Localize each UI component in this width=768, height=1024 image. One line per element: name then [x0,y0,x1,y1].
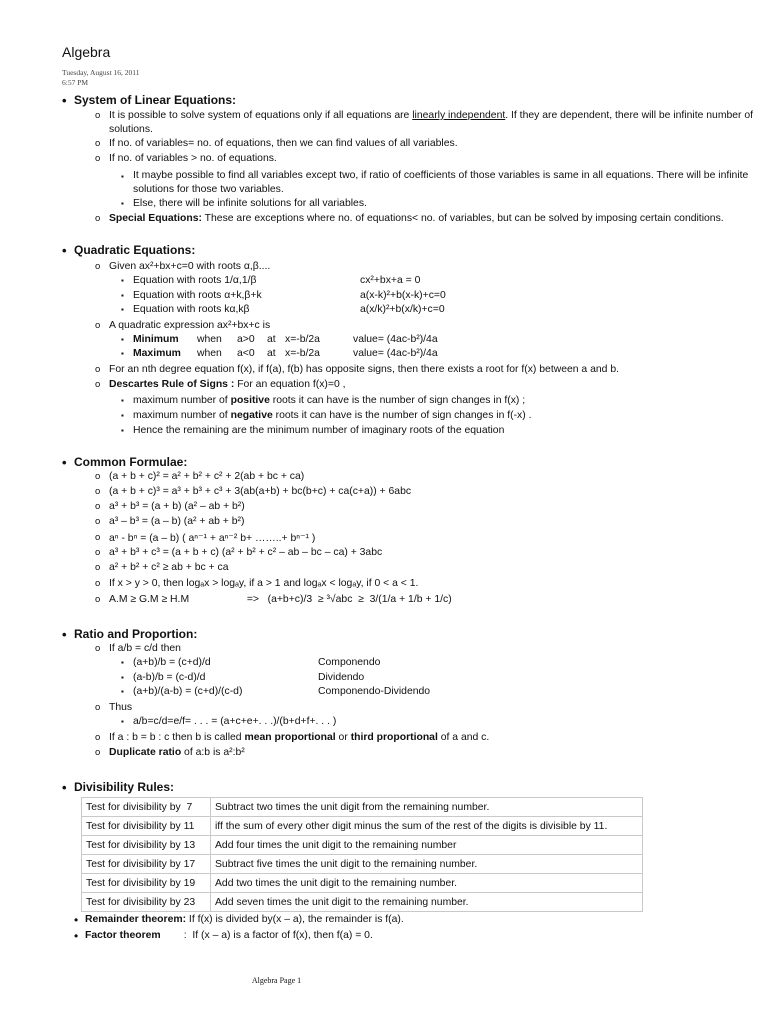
formula-item: o A.M ≥ G.M ≥ H.M => (a+b+c)/3 ≥ ³√abc ≥ 3/(1/a + 1/b + 1/c) [109,594,452,605]
maximum-at: at [267,348,276,359]
linear-item-1 [109,109,759,137]
remainder-theorem [85,914,404,925]
ratio-row-2: ▪ (a-b)/b = (c-d)/d [133,672,205,683]
linear-item-1-text-b: . If they are dependent, there will be infinite number of solutions. [109,110,754,135]
descartes-imaginary: ▪ Hence the remaining are the minimum number of imaginary roots of the equation [133,425,504,436]
ratio-row-1: ▪ (a+b)/b = (c+d)/d [133,657,211,668]
minimum-condition: a>0 [237,334,255,345]
minimum-label: ▪ Minimum [133,334,179,345]
quadratic-roots-eq-3: a(x/k)²+b(x/k)+c=0 [360,304,445,315]
section-heading-ratio: • Ratio and Proportion: [74,627,197,641]
descartes-positive [133,395,525,406]
duplicate-ratio-item [109,747,245,758]
maximum-value: value= (4ac-b²)/4a [353,348,438,359]
quadratic-given: o Given ax²+bx+c=0 with roots α,β.... [109,261,270,272]
quadratic-roots-row-2: ▪ Equation with roots α+k,β+k [133,290,262,301]
quadratic-roots-row-1: ▪ Equation with roots 1/α,1/β [133,275,256,286]
divisibility-rule: Add four times the unit digit to the remaining number [211,836,643,855]
remainder-theorem-label: Remainder theorem: [85,914,187,925]
divisibility-rule: iff the sum of every other digit minus the sum of the rest of the digits is divisible by 11. [211,817,643,836]
table-row [82,817,643,836]
ratio-if: o If a/b = c/d then [109,643,181,654]
ratio-thus: o Thus [109,702,132,713]
maximum-condition: a<0 [237,348,255,359]
maximum-x: x=-b/2a [285,348,320,359]
nth-degree-rule: o For an nth degree equation f(x), if f(a), f(b) has opposite signs, then there exists a root for f(x) between a and b. [109,364,619,375]
divisibility-table [81,797,643,912]
linear-item-1-text-a: It is possible to solve system of equations only if all equations are [109,110,413,121]
table-row [82,798,643,817]
linear-independent-term: linearly independent [412,110,506,121]
linear-item-4 [109,213,724,224]
formula-item: o a² + b² + c² ≥ ab + bc + ca [109,562,228,573]
divisibility-test: Test for divisibility by 19 [82,874,211,893]
maximum-label: ▪ Maximum [133,348,181,359]
formula-item: o a³ + b³ = (a + b) (a² – ab + b²) [109,501,245,512]
mean-text-a: If a : b = b : c then b is called [109,732,245,743]
ratio-name-2: Dividendo [318,672,365,683]
ratio-name-1: Componendo [318,657,381,668]
divisibility-test: Test for divisibility by 7 [82,798,211,817]
factor-theorem [85,930,373,941]
descartes-text: For an equation f(x)=0 , [234,379,346,390]
mean-proportional-term: mean proportional [244,732,336,743]
ratio-row-3: ▪ (a+b)/(a-b) = (c+d)/(c-d) [133,686,242,697]
duplicate-ratio-term: Duplicate ratio [109,747,182,758]
divisibility-rule: Add two times the unit digit to the remaining number. [211,874,643,893]
table-row [82,893,643,912]
factor-theorem-text: : If (x – a) is a factor of f(x), then f(a) = 0. [160,930,373,941]
linear-subitem-2: ▪ Else, there will be infinite solutions for all variables. [133,198,367,209]
quadratic-expression: o A quadratic expression ax²+bx+c is [109,320,270,331]
divisibility-test: Test for divisibility by 11 [82,817,211,836]
divisibility-rule: Subtract two times the unit digit from the remaining number. [211,798,643,817]
descartes-label: Descartes Rule of Signs : [109,379,235,390]
section-heading-formulae: • Common Formulae: [74,455,187,469]
table-row [82,836,643,855]
linear-subitem-1: ▪ It maybe possible to find all variables except two, if ratio of coefficients of those variables is same in all equations. There will be infinite solutions for those two variables. [133,169,761,197]
ratio-thus-item: ▪ a/b=c/d=e/f= . . . = (a+c+e+. . .)/(b+d+f+. . . ) [133,716,336,727]
divisibility-test: Test for divisibility by 13 [82,836,211,855]
page-title: Algebra [62,44,111,60]
mean-text-c: or [335,732,351,743]
descartes-negative-b: negative [230,410,273,421]
linear-item-3: o If no. of variables > no. of equations. [109,153,277,164]
special-equations-text: These are exceptions where no. of equations< no. of variables, but can be solved by imposing certain conditions. [201,213,724,224]
quadratic-roots-eq-2: a(x-k)²+b(x-k)+c=0 [360,290,446,301]
page-timestamp [62,68,140,88]
linear-item-2: o If no. of variables= no. of equations, then we can find values of all variables. [109,138,458,149]
divisibility-test: Test for divisibility by 23 [82,893,211,912]
divisibility-rule: Add seven times the unit digit to the remaining number. [211,893,643,912]
remainder-theorem-text: If f(x) is divided by(x – a), the remainder is f(a). [186,914,404,925]
page-time: 6:57 PM [62,78,89,87]
page-date: Tuesday, August 16, 2011 [62,68,140,77]
maximum-when: when [197,348,222,359]
quadratic-roots-row-3: ▪ Equation with roots kα,kβ [133,304,250,315]
formula-item: o aⁿ - bⁿ = (a – b) ( aⁿ⁻¹ + aⁿ⁻² b+ ……..+ bⁿ⁻¹ ) [109,532,315,544]
duplicate-ratio-text: of a:b is a²:b² [181,747,245,758]
divisibility-rule: Subtract five times the unit digit to the remaining number. [211,855,643,874]
table-row [82,855,643,874]
ratio-name-3: Componendo-Dividendo [318,686,431,697]
factor-theorem-label: Factor theorem [85,930,161,941]
page-footer: Algebra Page 1 [251,976,302,985]
formula-item: o (a + b + c)³ = a³ + b³ + c³ + 3(ab(a+b) + bc(b+c) + ca(c+a)) + 6abc [109,486,411,497]
section-heading-linear: • System of Linear Equations: [74,93,236,107]
minimum-value: value= (4ac-b²)/4a [353,334,438,345]
formula-item: o a³ – b³ = (a – b) (a² + ab + b²) [109,516,244,527]
section-heading-quadratic: • Quadratic Equations: [74,243,195,257]
descartes-negative [133,410,532,421]
third-proportional-term: third proportional [350,732,438,743]
descartes-negative-a: maximum number of [133,410,231,421]
descartes-positive-a: maximum number of [133,395,231,406]
quadratic-roots-eq-1: cx²+bx+a = 0 [360,275,421,286]
minimum-when: when [197,334,222,345]
mean-text-e: of a and c. [437,732,490,743]
special-equations-label: Special Equations: [109,213,202,224]
divisibility-test: Test for divisibility by 17 [82,855,211,874]
minimum-x: x=-b/2a [285,334,320,345]
formula-item: o a³ + b³ + c³ = (a + b + c) (a² + b² + c² – ab – bc – ca) + 3abc [109,547,382,558]
formula-item: o If x > y > 0, then logₐx > logₐy, if a > 1 and logₐx < logₐy, if 0 < a < 1. [109,578,418,589]
minimum-at: at [267,334,276,345]
descartes-positive-b: positive [230,395,270,406]
mean-proportional-item [109,732,489,743]
descartes-rule [109,379,346,390]
section-heading-divisibility: • Divisibility Rules: [74,780,174,794]
descartes-positive-c: roots it can have is the number of sign changes in f(x) ; [269,395,526,406]
formula-item: o (a + b + c)² = a² + b² + c² + 2(ab + bc + ca) [109,471,304,482]
descartes-negative-c: roots it can have is the number of sign changes in f(-x) . [272,410,532,421]
table-row [82,874,643,893]
